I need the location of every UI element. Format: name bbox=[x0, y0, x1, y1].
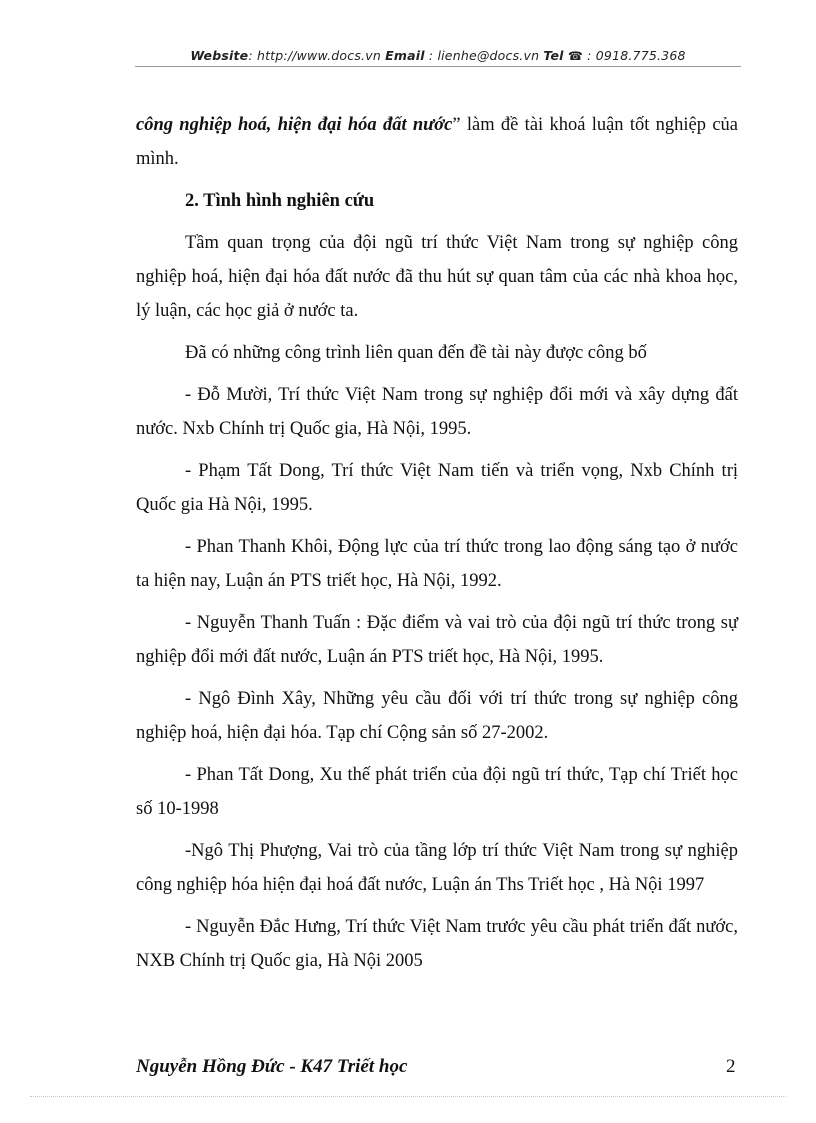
phone-number: : 0918.775.368 bbox=[583, 48, 686, 63]
reference-item: - Nguyễn Đắc Hưng, Trí thức Việt Nam trước yêu cầu phát triển đất nước, NXB Chính trị Quốc gia, Hà Nội 2005 bbox=[136, 917, 738, 971]
reference-item: - Phan Tất Dong, Xu thế phát triển của đội ngũ trí thức, Tạp chí Triết học số 10-1998 bbox=[136, 765, 738, 819]
section-heading: 2. Tình hình nghiên cứu bbox=[185, 191, 375, 211]
intro-rest-text: ” làm đề tài khoá luận tốt nghiệp của mình. bbox=[136, 115, 738, 169]
intro-italic-text: công nghiệp hoá, hiện đại hóa đất nước bbox=[136, 115, 453, 135]
reference-item: - Ngô Đình Xây, Những yêu cầu đối với trí thức trong sự nghiệp công nghiệp hoá, hiện đại hóa. Tạp chí Cộng sản số 27-2002. bbox=[136, 689, 738, 743]
email-label: Email bbox=[385, 48, 425, 63]
footer-divider bbox=[30, 1096, 786, 1097]
paragraph: Đã có những công trình liên quan đến đề tài này được công bố bbox=[185, 343, 647, 363]
page-header bbox=[135, 48, 741, 63]
document-body bbox=[136, 108, 738, 986]
paragraph: Tầm quan trọng của đội ngũ trí thức Việt Nam trong sự nghiệp công nghiệp hoá, hiện đại hóa đất nước đã thu hút sự quan tâm của các nhà khoa học, lý luận, các học giả ở nước ta. bbox=[136, 233, 738, 321]
intro-paragraph bbox=[136, 108, 738, 176]
reference-item: - Phan Thanh Khôi, Động lực của trí thức trong lao động sáng tạo ở nước ta hiện nay, Luận án PTS triết học, Hà Nội, 1992. bbox=[136, 537, 738, 591]
reference-item: -Ngô Thị Phượng, Vai trò của tầng lớp trí thức Việt Nam trong sự nghiệp công nghiệp hóa hiện đại hoá đất nước, Luận án Ths Triết học , Hà Nội 1997 bbox=[136, 841, 738, 895]
tel-label: Tel bbox=[543, 48, 564, 63]
footer-author: Nguyễn Hồng Đức - K47 Triết học bbox=[136, 1056, 408, 1077]
reference-item: - Nguyễn Thanh Tuấn : Đặc điểm và vai trò của đội ngũ trí thức trong sự nghiệp đổi mới đất nước, Luận án PTS triết học, Hà Nội, 1995. bbox=[136, 613, 738, 667]
email-address[interactable]: : lienhe@docs.vn bbox=[424, 48, 544, 63]
reference-item: - Phạm Tất Dong, Trí thức Việt Nam tiến và triển vọng, Nxb Chính trị Quốc gia Hà Nội, 1995. bbox=[136, 461, 738, 515]
page-number: 2 bbox=[726, 1056, 736, 1077]
header-divider bbox=[135, 66, 741, 67]
phone-icon: ☎ bbox=[567, 49, 583, 63]
website-url[interactable]: : http://www.docs.vn bbox=[248, 48, 386, 63]
reference-item: - Đỗ Mười, Trí thức Việt Nam trong sự nghiệp đổi mới và xây dựng đất nước. Nxb Chính trị Quốc gia, Hà Nội, 1995. bbox=[136, 385, 738, 439]
website-label: Website bbox=[190, 48, 249, 63]
